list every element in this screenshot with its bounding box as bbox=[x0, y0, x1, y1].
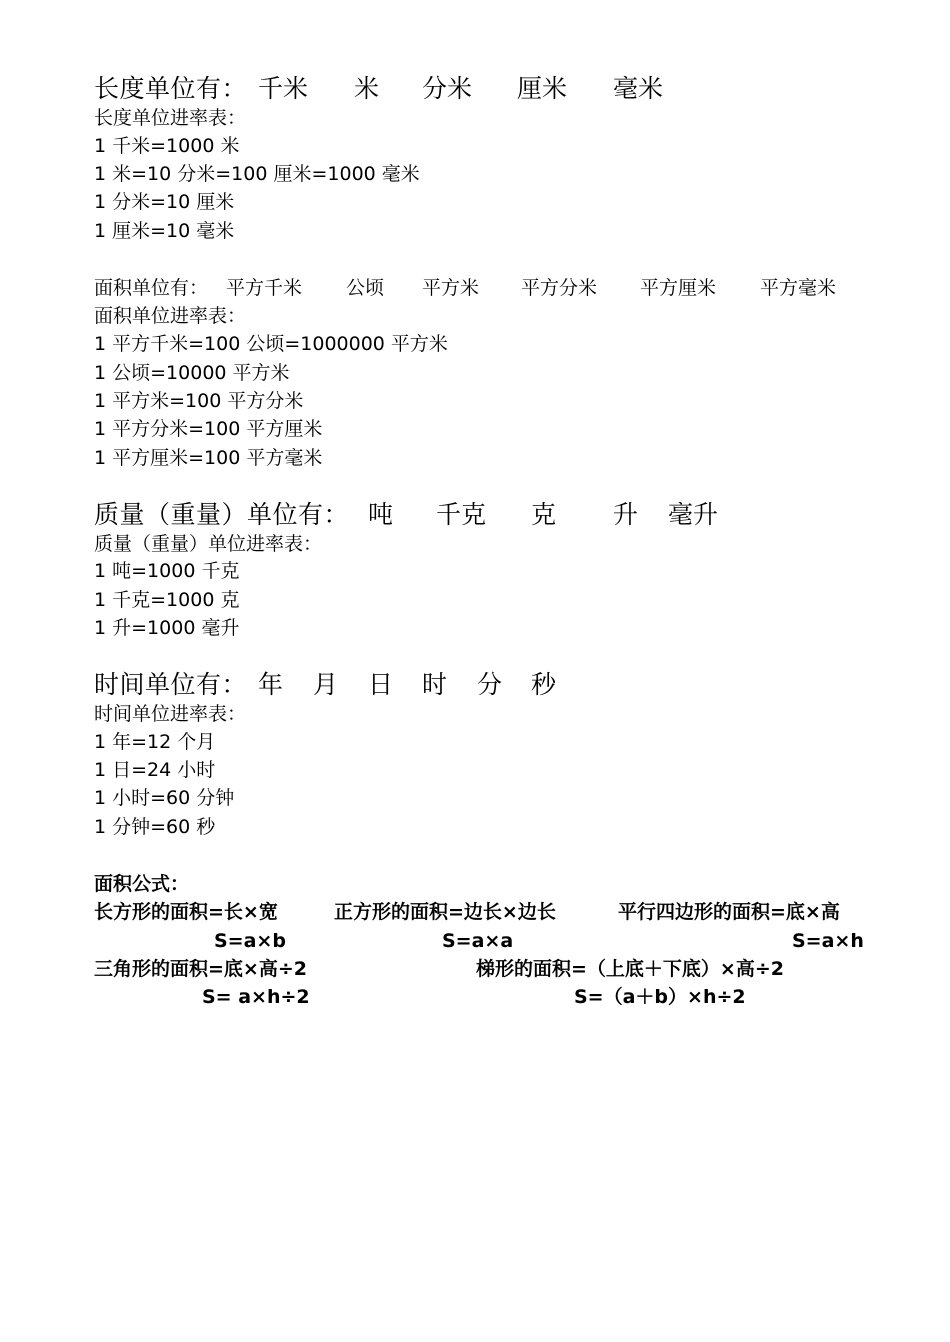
time-rate: 1 日=24 小时 bbox=[94, 759, 216, 781]
area-rate: 1 平方分米=100 平方厘米 bbox=[94, 418, 323, 440]
time-unit: 分 bbox=[477, 670, 503, 699]
area-rate: 1 平方米=100 平方分米 bbox=[94, 390, 304, 412]
mass-heading: 质量（重量）单位有： bbox=[94, 500, 350, 529]
time-table-title: 时间单位进率表： bbox=[94, 703, 247, 725]
area-unit: 公顷 bbox=[346, 277, 385, 299]
time-rate: 1 分钟=60 秒 bbox=[94, 816, 216, 838]
time-rate: 1 年=12 个月 bbox=[94, 731, 216, 753]
mass-unit: 克 bbox=[531, 500, 557, 529]
length-table-title: 长度单位进率表： bbox=[94, 107, 247, 129]
time-unit: 月 bbox=[313, 670, 339, 699]
mass-table-title: 质量（重量）单位进率表： bbox=[94, 533, 323, 555]
mass-unit: 千克 bbox=[436, 500, 487, 529]
length-unit: 厘米 bbox=[517, 74, 568, 103]
area-table-title: 面积单位进率表： bbox=[94, 305, 247, 327]
length-rate: 1 分米=10 厘米 bbox=[94, 191, 235, 213]
length-rate: 1 米=10 分米=100 厘米=1000 毫米 bbox=[94, 163, 420, 185]
length-unit: 米 bbox=[354, 74, 380, 103]
area-unit: 平方分米 bbox=[521, 277, 598, 299]
time-unit: 年 bbox=[258, 670, 284, 699]
area-unit: 平方毫米 bbox=[760, 277, 837, 299]
time-unit: 秒 bbox=[531, 670, 557, 699]
mass-unit: 毫升 bbox=[668, 500, 719, 529]
area-rate: 1 平方厘米=100 平方毫米 bbox=[94, 447, 323, 469]
length-unit: 毫米 bbox=[613, 74, 664, 103]
parallelogram-area-text: 平行四边形的面积=底×高 bbox=[618, 901, 840, 923]
square-formula: S=a×a bbox=[442, 930, 514, 952]
time-heading: 时间单位有： bbox=[94, 670, 248, 699]
area-heading: 面积单位有： bbox=[94, 277, 209, 299]
time-rate: 1 小时=60 分钟 bbox=[94, 787, 235, 809]
time-unit: 时 bbox=[422, 670, 448, 699]
length-unit: 千米 bbox=[258, 74, 309, 103]
mass-rate: 1 升=1000 毫升 bbox=[94, 617, 240, 639]
area-rate: 1 公顷=10000 平方米 bbox=[94, 362, 290, 384]
rectangle-area-text: 长方形的面积=长×宽 bbox=[94, 901, 278, 923]
area-unit: 平方米 bbox=[422, 277, 480, 299]
formulas-title: 面积公式： bbox=[94, 873, 190, 895]
length-rate: 1 千米=1000 米 bbox=[94, 135, 240, 157]
rectangle-formula: S=a×b bbox=[214, 930, 286, 952]
trapezoid-formula: S=（a＋b）×h÷2 bbox=[574, 986, 746, 1008]
area-rate: 1 平方千米=100 公顷=1000000 平方米 bbox=[94, 333, 448, 355]
mass-unit: 升 bbox=[613, 500, 639, 529]
trapezoid-area-text: 梯形的面积=（上底＋下底）×高÷2 bbox=[476, 958, 784, 980]
triangle-formula: S= a×h÷2 bbox=[202, 986, 310, 1008]
area-unit: 平方厘米 bbox=[640, 277, 717, 299]
length-heading: 长度单位有： bbox=[94, 74, 248, 103]
time-unit: 日 bbox=[368, 670, 394, 699]
triangle-area-text: 三角形的面积=底×高÷2 bbox=[94, 958, 307, 980]
length-rate: 1 厘米=10 毫米 bbox=[94, 220, 235, 242]
length-unit: 分米 bbox=[422, 74, 473, 103]
mass-rate: 1 千克=1000 克 bbox=[94, 589, 240, 611]
mass-rate: 1 吨=1000 千克 bbox=[94, 560, 240, 582]
square-area-text: 正方形的面积=边长×边长 bbox=[334, 901, 556, 923]
area-unit: 平方千米 bbox=[226, 277, 303, 299]
parallelogram-formula: S=a×h bbox=[792, 930, 864, 952]
mass-unit: 吨 bbox=[368, 500, 394, 529]
